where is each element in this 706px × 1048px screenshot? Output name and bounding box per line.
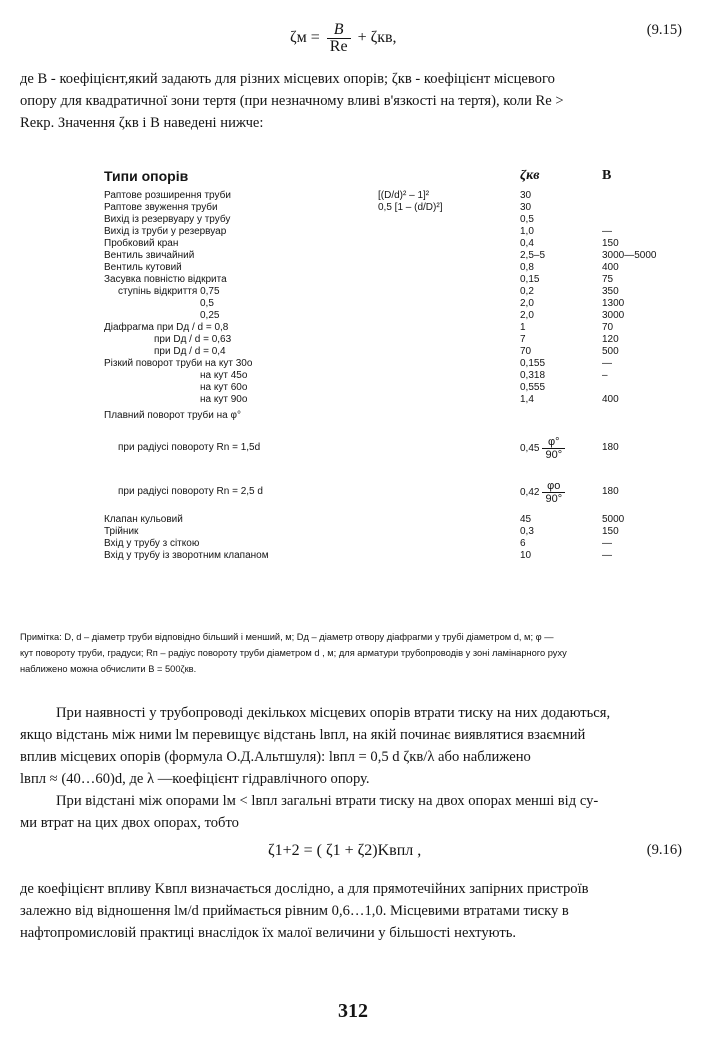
formula-cell — [378, 214, 520, 226]
text-line: якщо відстань між ними lм перевищує відстань lвпл, на якій починає виявлятися взаємний — [20, 727, 586, 743]
table-row — [104, 394, 682, 406]
header-b: B — [602, 168, 612, 183]
text-line: вплив місцевих опорів (формула О.Д.Альтшуля): lвпл = 0,5 d ζкв/λ або наближено — [20, 749, 531, 765]
zeta-cell: 0,5 — [520, 214, 534, 225]
note-line: кут повороту труби, градуси; Rп – радіус повороту труби діаметром d , м; для арматури трубопроводів у зоні ламінарного руху — [20, 648, 567, 658]
resistance-type-cell: Різкий поворот труби на кут 30о — [104, 358, 253, 369]
formula-cell — [378, 526, 520, 538]
resistance-type-cell: 0,5 — [200, 298, 214, 309]
text-line: Reкр. Значення ζкв і B наведені нижче: — [20, 115, 264, 131]
note-line: Примітка: D, d – діаметр труби відповідно більший і менший, м; Dд – діаметр отвору діафрагми у трубі діаметром d, м; φ — — [20, 632, 554, 642]
formula-cell — [378, 262, 520, 274]
body-paragraph-3 — [20, 878, 682, 944]
intro-paragraph — [20, 68, 682, 134]
formula-cell — [378, 238, 520, 250]
resistance-type-cell: Вхід у трубу із зворотним клапаном — [104, 550, 269, 561]
formula-cell — [378, 550, 520, 562]
table-row — [104, 286, 682, 298]
header-formula — [378, 168, 520, 190]
formula-cell — [378, 358, 520, 370]
equation-number-9-15: (9.15) — [646, 22, 682, 38]
table-body — [104, 190, 682, 562]
fraction-numerator: B — [327, 22, 351, 39]
b-cell: 150 — [602, 526, 619, 537]
b-cell: 400 — [602, 394, 619, 405]
angle-fraction-numerator: φ° — [542, 436, 565, 449]
note-line: наближено можна обчислити B = 500ζкв. — [20, 664, 197, 674]
resistance-type-cell: Вентиль кутовий — [104, 262, 182, 273]
resistance-type-cell: Раптове звуження труби — [104, 202, 218, 213]
formula-cell — [378, 394, 520, 406]
resistance-type-cell: Клапан кульовий — [104, 514, 183, 525]
table-row — [104, 406, 682, 426]
page-number: 312 — [338, 1000, 368, 1022]
table-row — [104, 322, 682, 334]
angle-fraction — [542, 436, 565, 461]
resistance-type-cell: Плавний поворот труби на φ° — [104, 410, 241, 421]
formula-cell — [378, 382, 520, 394]
resistance-type-cell: при радіусі повороту Rn = 1,5d — [118, 442, 261, 453]
table-row — [104, 226, 682, 238]
equation-9-15 — [290, 22, 397, 55]
formula-cell — [378, 470, 520, 514]
resistance-type-cell: Вхід у трубу з сіткою — [104, 538, 200, 549]
text-line: нафтопромисловій практиці внаслідок їх малої величини у більшості нехтують. — [20, 925, 517, 941]
b-cell: 180 — [602, 486, 619, 497]
formula-cell — [378, 334, 520, 346]
zeta-cell: 7 — [520, 334, 526, 345]
table-note — [20, 629, 682, 677]
text-line: де B - коефіцієнт,який задають для різних місцевих опорів; ζкв - коефіцієнт місцевого — [20, 71, 555, 87]
header-types: Типи опорів — [104, 168, 189, 184]
zeta-cell: 2,0 — [520, 298, 534, 309]
b-cell: 400 — [602, 262, 619, 273]
zeta-cell: 30 — [520, 202, 532, 213]
formula-cell — [378, 226, 520, 238]
table-row — [104, 190, 682, 202]
b-cell: 500 — [602, 346, 619, 357]
text-line: ми втрат на цих двох опорах, тобто — [20, 815, 239, 831]
table-row — [104, 238, 682, 250]
table-row — [104, 346, 682, 358]
zeta-cell — [520, 470, 602, 514]
resistance-type-cell: Засувка повністю відкрита — [104, 274, 227, 285]
angle-fraction-denominator: 90° — [545, 448, 563, 461]
formula-cell: [(D/d)² – 1]² — [378, 190, 430, 201]
formula-cell — [378, 370, 520, 382]
angle-fraction-denominator: 90° — [545, 492, 563, 505]
zeta-cell: 70 — [520, 346, 532, 357]
equation-lhs: ζм = — [290, 29, 320, 47]
formula-cell — [378, 298, 520, 310]
fraction-denominator: Re — [329, 38, 348, 55]
resistance-type-cell: Вихід із труби у резервуар — [104, 226, 227, 237]
zeta-cell: 1 — [520, 322, 526, 333]
zeta-cell: 0,15 — [520, 274, 540, 285]
resistance-type-cell: при Dд / d = 0,63 — [154, 334, 232, 345]
zeta-cell: 0,318 — [520, 370, 546, 381]
formula-cell — [378, 322, 520, 334]
table-row — [104, 514, 682, 526]
table-header-row — [104, 168, 682, 190]
resistance-type-cell: на кут 45о — [200, 370, 248, 381]
formula-cell — [378, 274, 520, 286]
text-line: де коефіцієнт впливу Kвпл визначається дослідно, а для прямотечійних запірних пристроїв — [20, 881, 589, 897]
table-row — [104, 262, 682, 274]
resistance-type-cell: на кут 90о — [200, 394, 248, 405]
b-cell: 1300 — [602, 298, 625, 309]
table-row — [104, 426, 682, 470]
b-cell: 350 — [602, 286, 619, 297]
zeta-cell — [520, 426, 602, 470]
text-line: При наявності у трубопроводі декількох місцевих опорів втрати тиску на них додаються, — [56, 705, 611, 721]
zeta-cell: 2,5–5 — [520, 250, 546, 261]
resistance-type-cell: при радіусі повороту Rn = 2,5 d — [118, 486, 263, 497]
zeta-cell: 10 — [520, 550, 532, 561]
resistance-type-cell: Вентиль звичайний — [104, 250, 195, 261]
zeta-coefficient: 0,42 — [520, 486, 540, 498]
zeta-cell: 0,2 — [520, 286, 534, 297]
formula-cell — [378, 310, 520, 322]
zeta-cell: 0,3 — [520, 526, 534, 537]
header-zeta: ζкв — [520, 168, 540, 183]
table-row — [104, 526, 682, 538]
table-row — [104, 274, 682, 286]
zeta-cell: 0,4 — [520, 238, 534, 249]
formula-cell — [378, 346, 520, 358]
formula-cell — [378, 514, 520, 526]
resistance-type-cell: 0,25 — [200, 310, 220, 321]
resistance-type-cell: при Dд / d = 0,4 — [154, 346, 226, 357]
formula-cell — [378, 250, 520, 262]
resistance-type-cell: ступінь відкриття 0,75 — [118, 286, 220, 297]
b-cell — [602, 214, 682, 226]
b-cell: 180 — [602, 442, 619, 453]
b-cell: 150 — [602, 238, 619, 249]
b-cell: — — [602, 550, 612, 561]
b-cell: — — [602, 358, 612, 369]
b-cell — [602, 406, 682, 426]
formula-cell — [378, 286, 520, 298]
b-cell: 3000 — [602, 310, 625, 321]
b-cell: 70 — [602, 322, 614, 333]
table-row — [104, 538, 682, 550]
resistance-type-cell: Трійник — [104, 526, 139, 537]
zeta-cell: 0,155 — [520, 358, 546, 369]
table-row — [104, 470, 682, 514]
b-cell: — — [602, 538, 612, 549]
zeta-cell: 1,0 — [520, 226, 534, 237]
equation-number-9-16: (9.16) — [646, 842, 682, 858]
equation-rhs: + ζкв, — [357, 29, 397, 47]
b-cell: 5000 — [602, 514, 625, 525]
zeta-cell: 30 — [520, 190, 532, 201]
zeta-cell: 0,8 — [520, 262, 534, 273]
resistance-type-cell: Вихід із резервуару у трубу — [104, 214, 231, 225]
resistance-type-cell: Діафрагма при Dд / d = 0,8 — [104, 322, 229, 333]
b-cell: 120 — [602, 334, 619, 345]
text-line: При відстані між опорами lм < lвпл загальні втрати тиску на двох опорах менші від су- — [56, 793, 599, 809]
zeta-cell: 2,0 — [520, 310, 534, 321]
angle-fraction — [542, 480, 565, 505]
resistance-type-cell: Пробковий кран — [104, 238, 179, 249]
b-cell: 3000—5000 — [602, 250, 657, 261]
resistance-type-cell: Раптове розширення труби — [104, 190, 231, 201]
table-row — [104, 334, 682, 346]
table-row — [104, 370, 682, 382]
table-row — [104, 310, 682, 322]
formula-cell: 0,5 [1 – (d/D)²] — [378, 202, 443, 213]
formula-cell — [378, 406, 520, 426]
text-line: опору для квадратичної зони тертя (при незначному вливі в'язкості на тертя), коли Re > — [20, 93, 564, 109]
equation-fraction — [327, 22, 351, 55]
b-cell: — — [602, 226, 612, 237]
b-cell — [602, 190, 682, 202]
b-cell — [602, 202, 682, 214]
equation-9-16: ζ1+2 = ( ζ1 + ζ2)Kвпл , — [268, 842, 422, 859]
table-row — [104, 214, 682, 226]
formula-cell — [378, 538, 520, 550]
zeta-cell: 1,4 — [520, 394, 534, 405]
b-cell: 75 — [602, 274, 614, 285]
table-row — [104, 358, 682, 370]
zeta-cell: 0,555 — [520, 382, 546, 393]
resistance-table — [104, 168, 682, 562]
table-row — [104, 298, 682, 310]
zeta-cell: 45 — [520, 514, 532, 525]
formula-cell — [378, 426, 520, 470]
table-row — [104, 550, 682, 562]
angle-fraction-numerator: φо — [542, 480, 565, 493]
table-row — [104, 382, 682, 394]
text-line: lвпл ≈ (40…60)d, де λ —коефіцієнт гідравлічного опору. — [20, 771, 370, 787]
b-cell: – — [602, 370, 608, 381]
zeta-cell — [520, 406, 602, 426]
zeta-cell: 6 — [520, 538, 526, 549]
table-row — [104, 202, 682, 214]
resistance-type-cell: на кут 60о — [200, 382, 248, 393]
text-line: залежно від відношення lм/d приймається рівним 0,6…1,0. Місцевими втратами тиску в — [20, 903, 569, 919]
body-paragraph-2 — [20, 702, 682, 834]
b-cell — [602, 382, 682, 394]
zeta-coefficient: 0,45 — [520, 442, 540, 454]
table-row — [104, 250, 682, 262]
